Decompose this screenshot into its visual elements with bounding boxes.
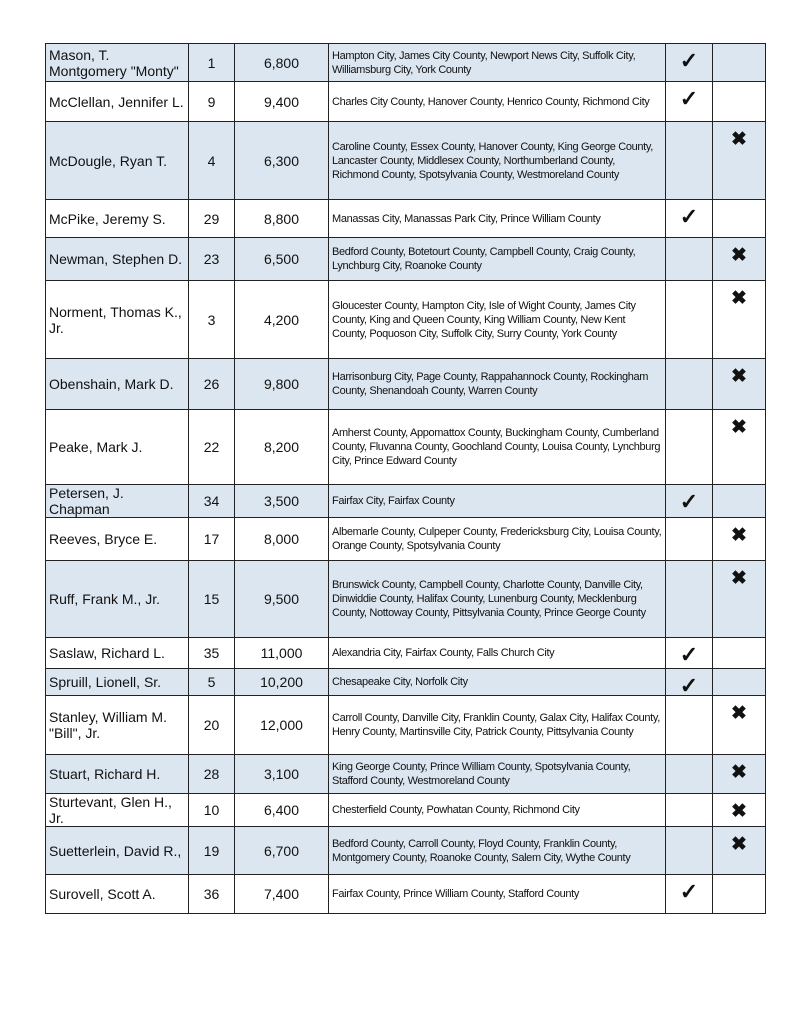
- no-cell: [713, 755, 766, 794]
- no-cell: [713, 44, 766, 82]
- population-value: 6,400: [235, 794, 329, 827]
- table-body: [46, 44, 766, 914]
- no-cell: [713, 485, 766, 518]
- senator-name: Stuart, Richard H.: [46, 755, 189, 794]
- population-value: 6,500: [235, 238, 329, 281]
- no-cell: [713, 875, 766, 914]
- no-cell: [713, 200, 766, 238]
- localities-list: Chesapeake City, Norfolk City: [329, 669, 666, 696]
- senator-name: Surovell, Scott A.: [46, 875, 189, 914]
- check-icon: ✓: [679, 489, 699, 514]
- population-value: 6,300: [235, 122, 329, 200]
- localities-list: Caroline County, Essex County, Hanover County, King George County, Lancaster County, Middlesex County, Northumberland County, Richmond County, Spotsylvania County, Westmoreland County: [329, 122, 666, 200]
- table-row: [46, 44, 766, 82]
- yes-cell: [666, 755, 713, 794]
- yes-cell: [666, 410, 713, 485]
- table-row: [46, 518, 766, 561]
- district-number: 10: [189, 794, 235, 827]
- district-number: 20: [189, 696, 235, 755]
- population-value: 8,800: [235, 200, 329, 238]
- cross-icon: ✖: [731, 129, 747, 150]
- district-number: 19: [189, 827, 235, 875]
- senator-name: Ruff, Frank M., Jr.: [46, 561, 189, 638]
- senator-name: Norment, Thomas K., Jr.: [46, 281, 189, 359]
- district-number: 36: [189, 875, 235, 914]
- table-row: [46, 359, 766, 410]
- population-value: 10,200: [235, 669, 329, 696]
- localities-list: Bedford County, Carroll County, Floyd County, Franklin County, Montgomery County, Roanoke County, Salem City, Wythe County: [329, 827, 666, 875]
- localities-list: Amherst County, Appomattox County, Buckingham County, Cumberland County, Fluvanna County, Goochland County, Louisa County, Lynchburg City, Prince Edward County: [329, 410, 666, 485]
- population-value: 9,800: [235, 359, 329, 410]
- district-number: 28: [189, 755, 235, 794]
- yes-cell: [666, 794, 713, 827]
- check-icon: ✓: [679, 48, 699, 73]
- district-number: 35: [189, 638, 235, 669]
- yes-cell: [666, 518, 713, 561]
- cross-icon: ✖: [731, 568, 747, 589]
- no-cell: [713, 410, 766, 485]
- yes-cell: [666, 669, 713, 696]
- localities-list: Albemarle County, Culpeper County, Fredericksburg City, Louisa County, Orange County, Spotsylvania County: [329, 518, 666, 561]
- no-cell: [713, 638, 766, 669]
- district-number: 17: [189, 518, 235, 561]
- no-cell: [713, 281, 766, 359]
- senator-name: Petersen, J. Chapman: [46, 485, 189, 518]
- localities-list: Fairfax City, Fairfax County: [329, 485, 666, 518]
- yes-cell: [666, 827, 713, 875]
- yes-cell: [666, 44, 713, 82]
- population-value: 11,000: [235, 638, 329, 669]
- no-cell: [713, 122, 766, 200]
- senators-table: [45, 43, 766, 914]
- check-icon: ✓: [679, 204, 699, 229]
- population-value: 6,800: [235, 44, 329, 82]
- senator-name: Sturtevant, Glen H., Jr.: [46, 794, 189, 827]
- table-row: [46, 200, 766, 238]
- population-value: 9,400: [235, 82, 329, 122]
- senator-name: Reeves, Bryce E.: [46, 518, 189, 561]
- senator-name: McPike, Jeremy S.: [46, 200, 189, 238]
- check-icon: ✓: [679, 642, 699, 667]
- senator-name: Saslaw, Richard L.: [46, 638, 189, 669]
- table-row: [46, 794, 766, 827]
- no-cell: [713, 696, 766, 755]
- district-number: 5: [189, 669, 235, 696]
- cross-icon: ✖: [731, 834, 747, 855]
- population-value: 8,200: [235, 410, 329, 485]
- no-cell: [713, 561, 766, 638]
- table-row: [46, 238, 766, 281]
- check-icon: ✓: [679, 879, 699, 904]
- localities-list: Hampton City, James City County, Newport News City, Suffolk City, Williamsburg City, York County: [329, 44, 666, 82]
- senator-name: Peake, Mark J.: [46, 410, 189, 485]
- yes-cell: [666, 638, 713, 669]
- no-cell: [713, 794, 766, 827]
- yes-cell: [666, 696, 713, 755]
- localities-list: Gloucester County, Hampton City, Isle of Wight County, James City County, King and Queen County, King William County, New Kent County, Poquoson City, Suffolk City, Surry County, York County: [329, 281, 666, 359]
- senator-name: McClellan, Jennifer L.: [46, 82, 189, 122]
- yes-cell: [666, 875, 713, 914]
- table-row: [46, 122, 766, 200]
- no-cell: [713, 238, 766, 281]
- localities-list: Bedford County, Botetourt County, Campbell County, Craig County, Lynchburg City, Roanoke County: [329, 238, 666, 281]
- check-icon: ✓: [679, 86, 699, 111]
- population-value: 4,200: [235, 281, 329, 359]
- yes-cell: [666, 561, 713, 638]
- cross-icon: ✖: [731, 525, 747, 546]
- population-value: 12,000: [235, 696, 329, 755]
- senator-name: Suetterlein, David R.,: [46, 827, 189, 875]
- table-row: [46, 561, 766, 638]
- localities-list: Manassas City, Manassas Park City, Prince William County: [329, 200, 666, 238]
- district-number: 9: [189, 82, 235, 122]
- localities-list: King George County, Prince William County, Spotsylvania County, Stafford County, Westmoreland County: [329, 755, 666, 794]
- cross-icon: ✖: [731, 417, 747, 438]
- senator-name: Stanley, William M. "Bill", Jr.: [46, 696, 189, 755]
- district-number: 34: [189, 485, 235, 518]
- localities-list: Fairfax County, Prince William County, Stafford County: [329, 875, 666, 914]
- cross-icon: ✖: [731, 703, 747, 724]
- cross-icon: ✖: [731, 801, 747, 822]
- cross-icon: ✖: [731, 288, 747, 309]
- district-number: 22: [189, 410, 235, 485]
- localities-list: Chesterfield County, Powhatan County, Richmond City: [329, 794, 666, 827]
- population-value: 7,400: [235, 875, 329, 914]
- table-row: [46, 410, 766, 485]
- table-row: [46, 669, 766, 696]
- district-number: 3: [189, 281, 235, 359]
- cross-icon: ✖: [731, 245, 747, 266]
- localities-list: Charles City County, Hanover County, Henrico County, Richmond City: [329, 82, 666, 122]
- senator-name: Obenshain, Mark D.: [46, 359, 189, 410]
- senator-name: Mason, T. Montgomery "Monty": [46, 44, 189, 82]
- table-row: [46, 755, 766, 794]
- population-value: 9,500: [235, 561, 329, 638]
- district-number: 1: [189, 44, 235, 82]
- yes-cell: [666, 200, 713, 238]
- localities-list: Harrisonburg City, Page County, Rappahannock County, Rockingham County, Shenandoah County, Warren County: [329, 359, 666, 410]
- no-cell: [713, 359, 766, 410]
- table-row: [46, 485, 766, 518]
- senator-name: McDougle, Ryan T.: [46, 122, 189, 200]
- population-value: 3,500: [235, 485, 329, 518]
- yes-cell: [666, 359, 713, 410]
- localities-list: Alexandria City, Fairfax County, Falls Church City: [329, 638, 666, 669]
- localities-list: Carroll County, Danville City, Franklin County, Galax City, Halifax County, Henry County, Martinsville City, Patrick County, Pittsylvania County: [329, 696, 666, 755]
- yes-cell: [666, 485, 713, 518]
- district-number: 15: [189, 561, 235, 638]
- district-number: 4: [189, 122, 235, 200]
- yes-cell: [666, 122, 713, 200]
- table-row: [46, 281, 766, 359]
- no-cell: [713, 669, 766, 696]
- yes-cell: [666, 82, 713, 122]
- table-row: [46, 875, 766, 914]
- table-row: [46, 82, 766, 122]
- yes-cell: [666, 238, 713, 281]
- population-value: 8,000: [235, 518, 329, 561]
- district-number: 23: [189, 238, 235, 281]
- district-number: 29: [189, 200, 235, 238]
- no-cell: [713, 518, 766, 561]
- table-row: [46, 638, 766, 669]
- localities-list: Brunswick County, Campbell County, Charlotte County, Danville City, Dinwiddie County, Halifax County, Lunenburg County, Mecklenburg County, Nottoway County, Pittsylvania County, Prince George County: [329, 561, 666, 638]
- senator-name: Spruill, Lionell, Sr.: [46, 669, 189, 696]
- no-cell: [713, 82, 766, 122]
- district-number: 26: [189, 359, 235, 410]
- population-value: 6,700: [235, 827, 329, 875]
- cross-icon: ✖: [731, 366, 747, 387]
- check-icon: ✓: [679, 673, 699, 696]
- table-row: [46, 827, 766, 875]
- yes-cell: [666, 281, 713, 359]
- senator-name: Newman, Stephen D.: [46, 238, 189, 281]
- population-value: 3,100: [235, 755, 329, 794]
- no-cell: [713, 827, 766, 875]
- table-row: [46, 696, 766, 755]
- cross-icon: ✖: [731, 762, 747, 783]
